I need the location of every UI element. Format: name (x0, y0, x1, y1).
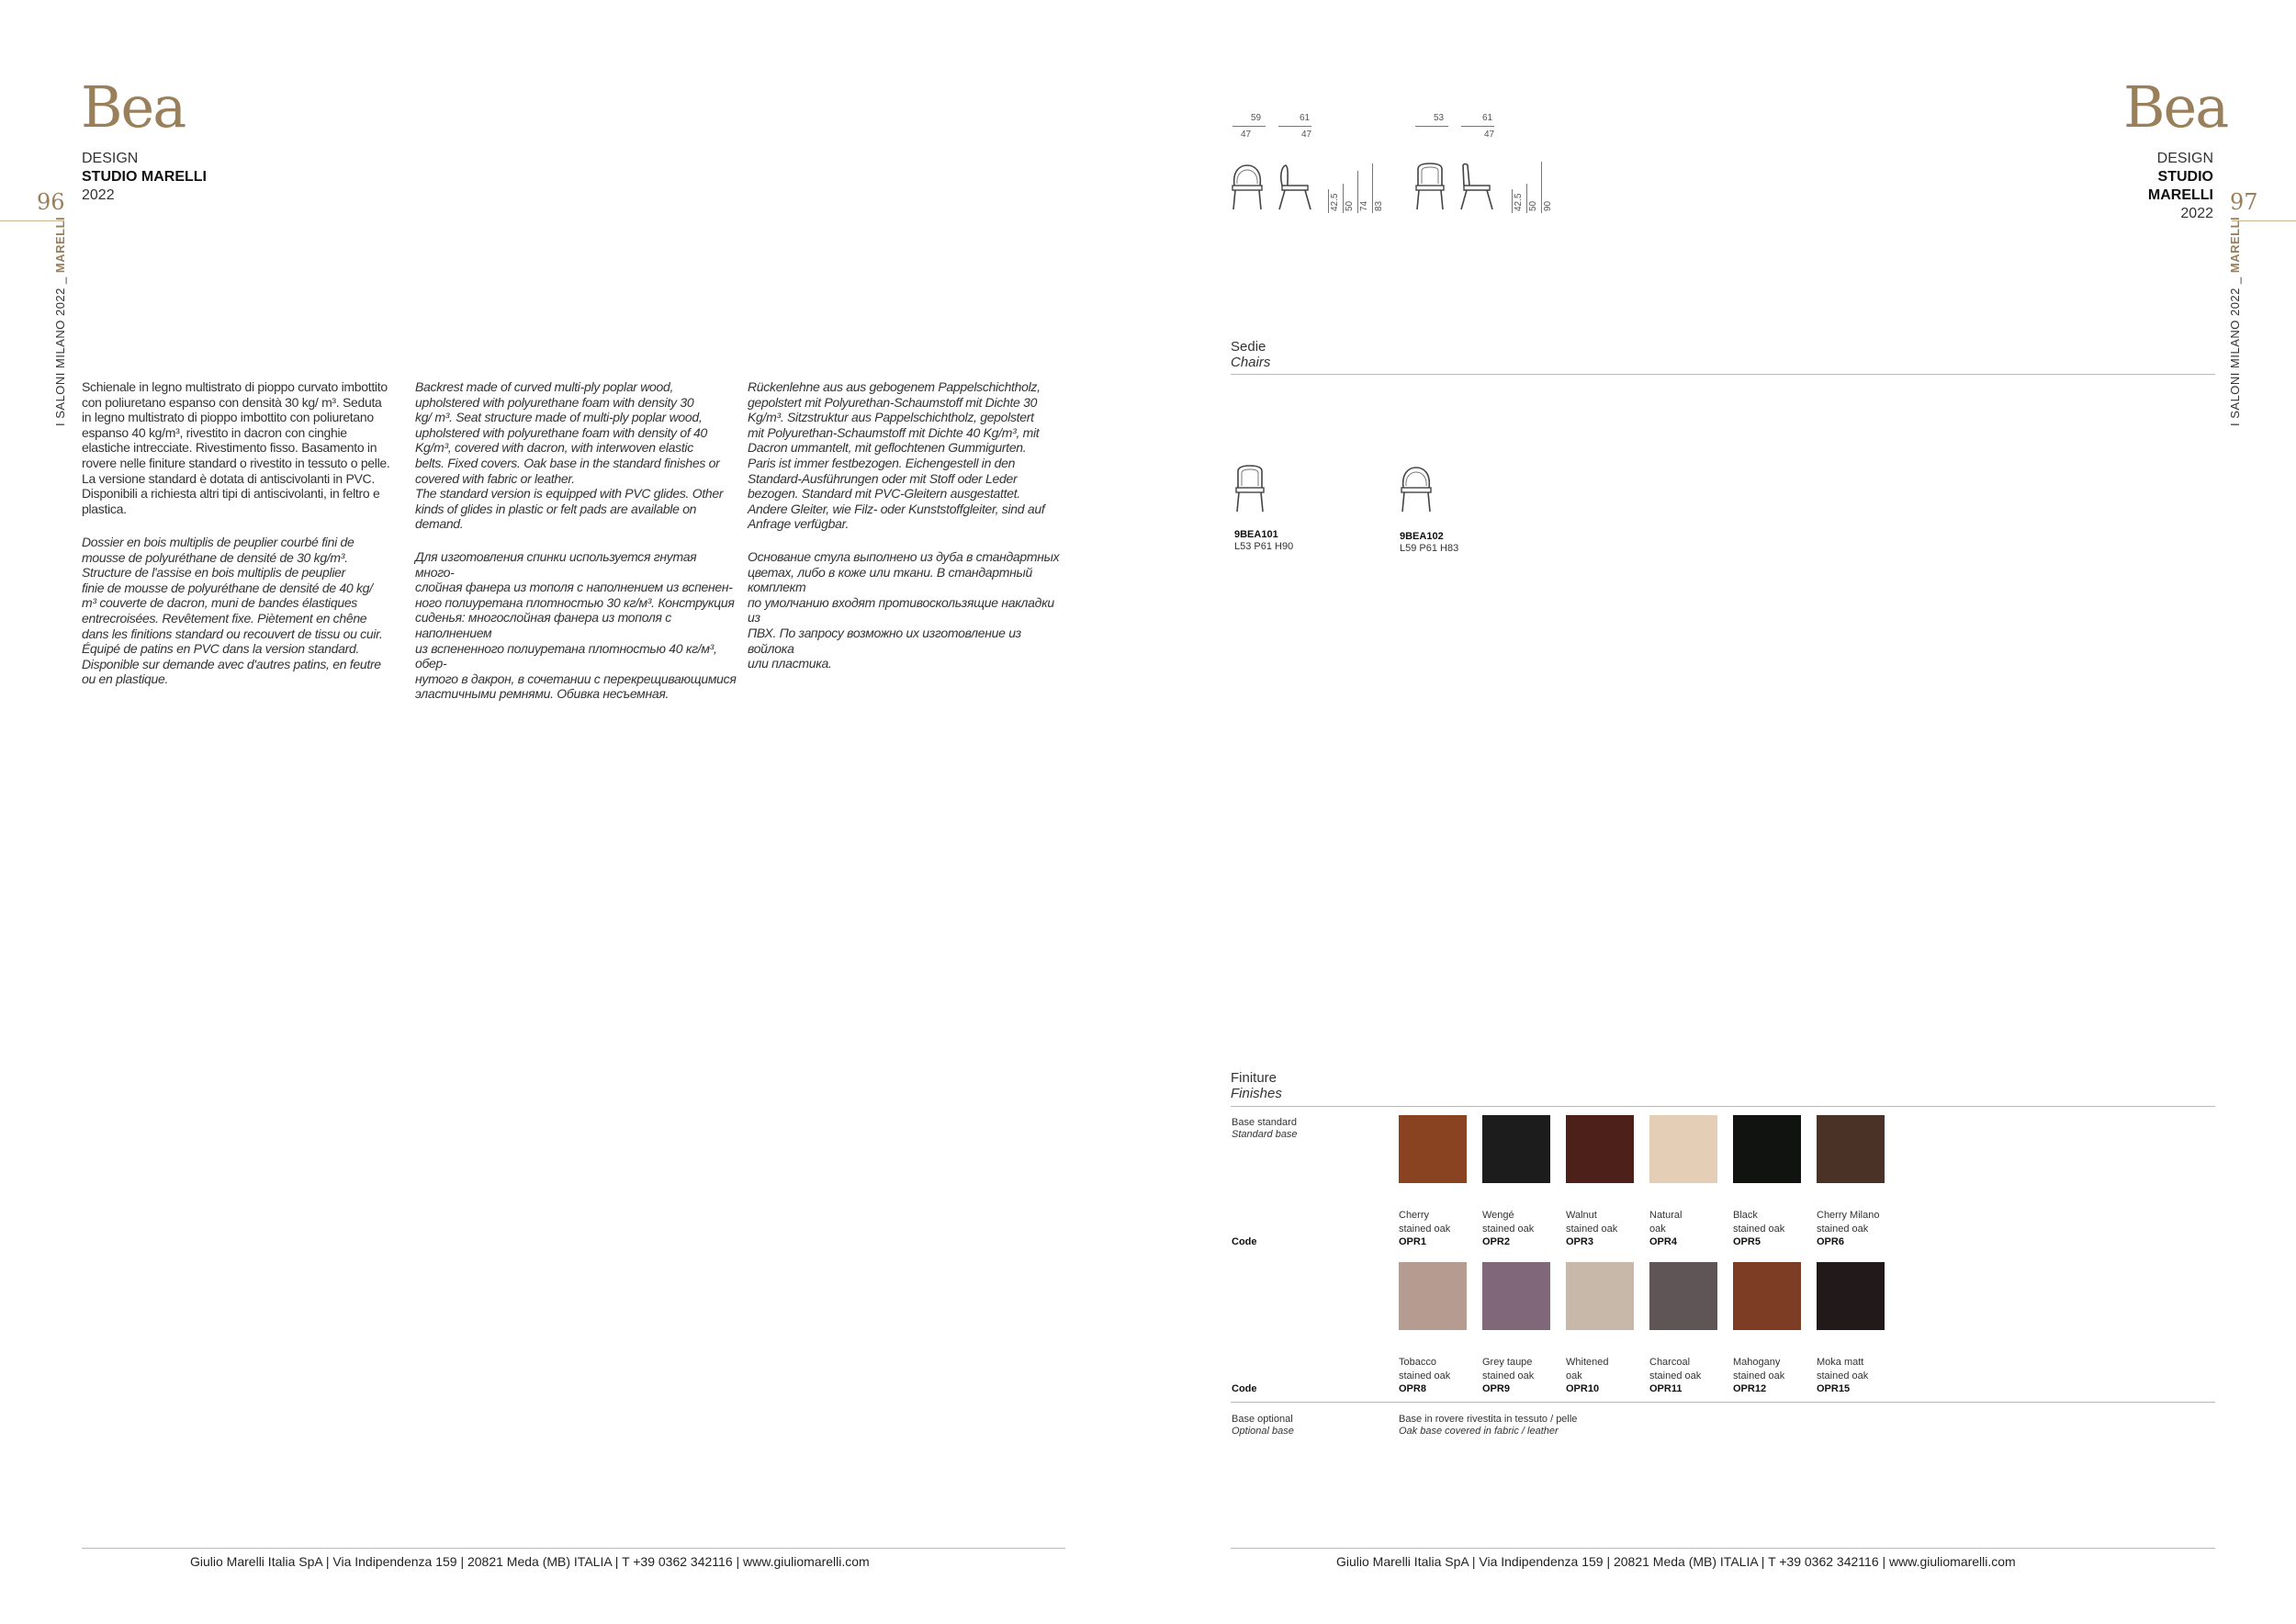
finish-name: Moka matt stained oak (1817, 1357, 1869, 1382)
right-footer-rule (1231, 1548, 2215, 1549)
finish-name: Walnut stained oak (1566, 1210, 1618, 1235)
product-dims: L59 P61 H83 (1400, 543, 1459, 554)
dim-top-a2: 61 (1300, 113, 1311, 123)
base-optional-description: Base in rovere rivestita in tessuto / pelle (1399, 1414, 1578, 1425)
finish-swatch-opr8[interactable] (1399, 1262, 1467, 1330)
finish-code: OPR2 (1482, 1236, 1510, 1247)
dim-vert-b3: 90 (1543, 200, 1553, 211)
finish-swatch-opr9[interactable] (1482, 1262, 1550, 1330)
dim-rule-vert (1541, 162, 1542, 213)
finish-swatch-opr15[interactable] (1817, 1262, 1885, 1330)
left-footer-rule (82, 1548, 1065, 1549)
dim-rule-vert (1328, 189, 1329, 213)
side-label-text: I SALONI MILANO 2022 _ (2228, 273, 2242, 426)
dim-rule-vert (1343, 184, 1344, 213)
dim-rule-vert (1372, 164, 1373, 213)
left-page-title: Bea (81, 73, 186, 141)
dim-vert-a3: 74 (1359, 200, 1369, 211)
finish-swatch-opr6[interactable] (1817, 1115, 1885, 1183)
right-page-title: Bea (2123, 73, 2228, 141)
dim-vert-b2: 50 (1528, 200, 1538, 211)
finish-name: Wengé stained oak (1482, 1210, 1535, 1235)
dim-top-b2: 61 (1482, 113, 1493, 123)
design-label: DESIGN (82, 151, 139, 166)
finish-swatch-opr12[interactable] (1733, 1262, 1801, 1330)
left-page-number: 96 (37, 189, 65, 215)
side-label-text: I SALONI MILANO 2022 _ (53, 273, 67, 426)
designer-name: STUDIO MARELLI (2147, 169, 2213, 203)
left-design-block (82, 150, 207, 205)
finish-code: OPR3 (1566, 1236, 1593, 1247)
right-footer: Giulio Marelli Italia SpA | Via Indipendenza 159 | 20821 Meda (MB) ITALIA | T +39 0362 342116 | www.giuliomarelli.com (1336, 1554, 2016, 1569)
right-page-number: 97 (2230, 189, 2258, 215)
dim-bottom-b1: 47 (1484, 130, 1495, 140)
finish-code: OPR5 (1733, 1236, 1761, 1247)
finish-swatch-opr3[interactable] (1566, 1115, 1634, 1183)
dim-rule (1278, 126, 1311, 127)
dim-vert-a4: 83 (1374, 200, 1384, 211)
dim-top-a1: 59 (1251, 113, 1262, 123)
finish-code: OPR12 (1733, 1383, 1767, 1394)
chair-side-view-icon (1277, 164, 1313, 211)
finish-code: OPR4 (1649, 1236, 1677, 1247)
product-code[interactable]: 9BEA101 (1234, 529, 1278, 540)
finish-name: Natural oak (1649, 1210, 1683, 1235)
chair-front-view-icon (1414, 162, 1446, 211)
finish-swatch-opr11[interactable] (1649, 1262, 1717, 1330)
code-label: Code (1232, 1383, 1257, 1394)
chairs-section-title (1231, 339, 1270, 370)
design-year: 2022 (2180, 206, 2213, 221)
description-german: Rückenlehne aus aus gebogenem Pappelschichtholz, gepolstert mit Polyurethan-Schaumstoff mit Dichte 30 Kg/m³. Sitzstruktur aus Pappelschichtholz, gepolstert mit Polyurethan-Schaumstoff mit Dichte 40 Kg/m³, mit Dacron ummantelt, mit geflochtenen Gummigurten. Paris ist immer festbezogen. Eichengestell in den Standard-Ausführungen oder mit Stoff oder Leder bezogen. Standard mit PVC-Gleitern ausgestattet. Andere Gleiter, wie Filz- oder Kunststoffgleiter, sind auf Anfrage verfügbar. (748, 379, 1045, 532)
finish-name: Mahogany stained oak (1733, 1357, 1785, 1382)
description-italian: Schienale in legno multistrato di pioppo curvato imbottito con poliuretano espanso con densità 30 kg/ m³. Seduta in legno multistrato di pioppo imbottito con poliuretano espanso 40 kg/m³, rivestito in dacron con cinghie elastiche intrecciate. Rivestimento fisso. Basamento in rovere nelle finiture standard o rivestito in tessuto o pelle. La versione standard è dotata di antiscivolanti in PVC. Disponibili a richiesta altri tipi di antiscivolanti, in feltro e plastica. (82, 379, 390, 516)
finish-code: OPR15 (1817, 1383, 1851, 1394)
description-french: Dossier en bois multiplis de peuplier courbé fini de mousse de polyuréthane de densité de 30 kg/m³. Structure de l'assise en bois multiplis de peuplier finie de mousse de polyuréthane de densité de 40 kg/ m³ couverte de dacron, muni de bandes élastiques entrecroisées. Revêtement fixe. Piètement en chêne dans les finitions standard ou recouvert de tissu ou cuir. Équipé de patins en PVC dans la version standard. Disponible sur demande avec d'autres patins, en feutre ou en plastique. (82, 535, 383, 687)
product-9bea102-icon[interactable] (1400, 466, 1433, 513)
dim-bottom-a1: 47 (1241, 130, 1252, 140)
dim-rule (1232, 126, 1266, 127)
finishes-section-rule (1231, 1106, 2215, 1107)
base-optional-rule (1231, 1402, 2215, 1403)
finish-code: OPR8 (1399, 1383, 1426, 1394)
dim-bottom-a2: 47 (1301, 130, 1312, 140)
finish-name: Charcoal stained oak (1649, 1357, 1702, 1382)
finish-name: Cherry Milano stained oak (1817, 1210, 1880, 1235)
finishes-label-en: Finishes (1231, 1086, 1282, 1101)
chairs-label: Sedie (1231, 339, 1266, 355)
base-standard-label: Base standard (1232, 1117, 1297, 1128)
dim-vert-a2: 50 (1345, 200, 1355, 211)
description-english: Backrest made of curved multi-ply poplar wood, upholstered with polyurethane foam with density 30 kg/ m³. Seat structure made of multi-ply poplar wood, upholstered with polyurethane foam with density of 40 Kg/m³, covered with dacron, with interwoven elastic belts. Fixed covers. Oak base in the standard finishes or covered with fabric or leather. The standard version is equipped with PVC glides. Other kinds of glides in plastic or felt pads are available on demand. (415, 379, 724, 532)
finishes-label: Finiture (1231, 1070, 1277, 1086)
dim-rule (1461, 126, 1494, 127)
dim-top-b1: 53 (1434, 113, 1445, 123)
base-optional-label-en: Optional base (1232, 1426, 1294, 1437)
finish-code: OPR1 (1399, 1236, 1426, 1247)
finish-swatch-opr2[interactable] (1482, 1115, 1550, 1183)
side-brand-text: MARELLI (2228, 216, 2242, 274)
finish-code: OPR6 (1817, 1236, 1844, 1247)
left-footer: Giulio Marelli Italia SpA | Via Indipendenza 159 | 20821 Meda (MB) ITALIA | T +39 0362 342116 | www.giuliomarelli.com (190, 1554, 870, 1569)
design-year: 2022 (82, 187, 115, 203)
finish-name: Black stained oak (1733, 1210, 1785, 1235)
left-side-label (53, 217, 67, 426)
finishes-section-title (1231, 1070, 1282, 1101)
finish-code: OPR10 (1566, 1383, 1600, 1394)
product-9bea101-icon[interactable] (1234, 464, 1266, 513)
dim-rule-vert (1357, 171, 1358, 213)
base-optional-description-en: Oak base covered in fabric / leather (1399, 1426, 1559, 1437)
description-russian-base: Основание стула выполнено из дуба в стандартных цветах, либо в коже или ткани. В стандартный комплект по умолчанию входят противоскользящие накладки из ПВХ. По запросу возможно их изготовление из войлока или пластика. (748, 549, 1060, 671)
base-optional-label: Base optional (1232, 1414, 1293, 1425)
product-code[interactable]: 9BEA102 (1400, 531, 1444, 542)
finish-swatch-opr1[interactable] (1399, 1115, 1467, 1183)
base-standard-label-en: Standard base (1232, 1129, 1298, 1140)
code-label: Code (1232, 1236, 1257, 1247)
design-label: DESIGN (2156, 151, 2213, 166)
dim-vert-a1: 42.5 (1330, 193, 1340, 211)
finish-name: Tobacco stained oak (1399, 1357, 1451, 1382)
finish-swatch-opr5[interactable] (1733, 1115, 1801, 1183)
description-russian: Для изготовления спинки используется гнутая много- слойная фанера из тополя с наполнением из вспенен- ного полиуретана плотностью 30 кг/м³. Конструкция сиденья: многослойная фанера из тополя с наполнением из вспененного полиуретана плотностью 40 кг/м³, обер- нутого в дакрон, в сочетании с перекрещивающимися эластичными ремнями. Обивка несъемная. (415, 549, 737, 702)
dim-rule-vert (1526, 184, 1527, 213)
chairs-section-rule (1231, 374, 2215, 375)
product-dims: L53 P61 H90 (1234, 541, 1294, 552)
chairs-label-en: Chairs (1231, 355, 1271, 370)
dim-rule (1415, 126, 1448, 127)
dim-vert-b1: 42.5 (1514, 193, 1524, 211)
chair-front-view-icon (1231, 164, 1264, 211)
designer-name: STUDIO MARELLI (82, 169, 207, 185)
finish-code: OPR9 (1482, 1383, 1510, 1394)
chair-side-view-icon (1458, 162, 1495, 211)
dim-rule-vert (1512, 189, 1513, 213)
finish-name: Cherry stained oak (1399, 1210, 1451, 1235)
finish-swatch-opr4[interactable] (1649, 1115, 1717, 1183)
finish-name: Grey taupe stained oak (1482, 1357, 1535, 1382)
right-design-block (2094, 150, 2213, 223)
side-brand-text: MARELLI (53, 216, 67, 274)
right-side-label (2228, 217, 2242, 426)
finish-name: Whitened oak (1566, 1357, 1609, 1382)
finish-swatch-opr10[interactable] (1566, 1262, 1634, 1330)
finish-code: OPR11 (1649, 1383, 1683, 1394)
